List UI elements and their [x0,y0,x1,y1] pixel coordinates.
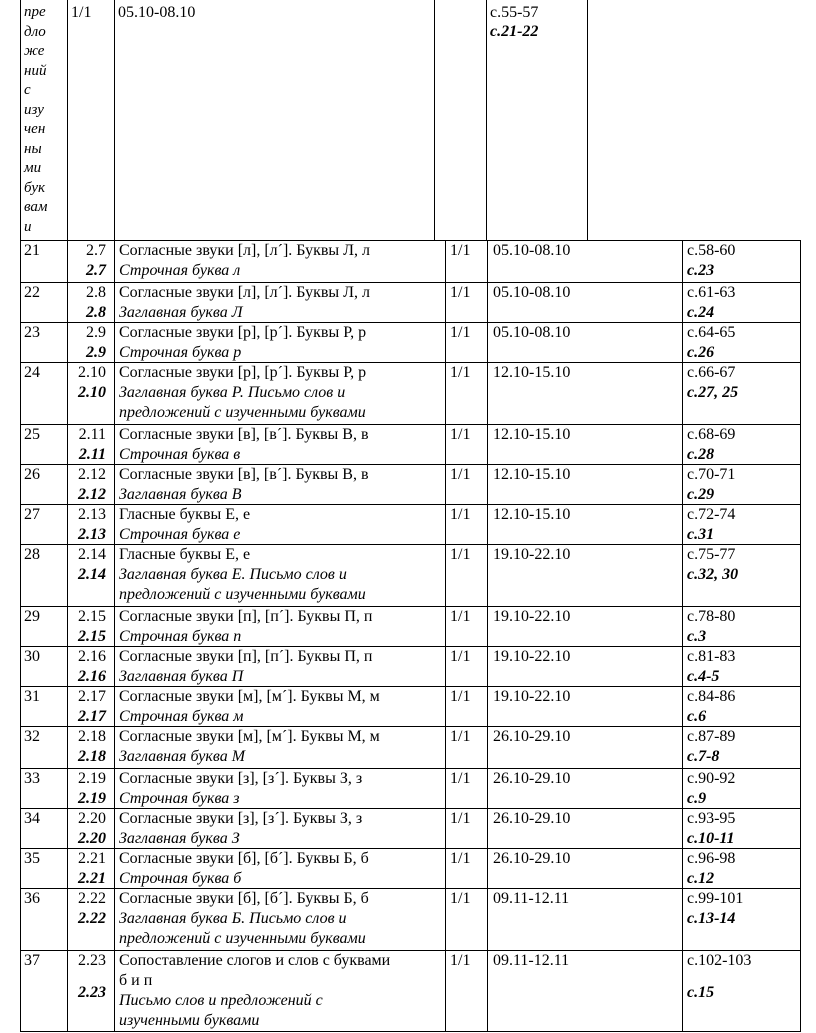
lesson-subtitle: Заглавная буква Л [119,304,243,321]
date-cell: 12.10-15.10 [493,364,571,381]
topic-code-bold: 2.19 [78,790,106,807]
lesson-subtitle: Строчная буква б [119,870,242,887]
lesson-title: Согласные звуки [л], [л´]. Буквы Л, л [119,284,370,301]
table-border [587,0,588,240]
lesson-title: Согласные звуки [л], [л´]. Буквы Л, л [119,242,370,259]
fragment-line: с [24,82,31,98]
lesson-number: 37 [24,952,40,969]
topic-code: 2.17 [78,688,106,705]
topic-code: 2.19 [78,770,106,787]
textbook-pages: с.61-63 [687,284,736,301]
copybook-pages: с.31 [687,526,715,543]
date-cell: 12.10-15.10 [493,506,571,523]
copybook-pages: с.13-14 [687,910,736,927]
copybook-pages: с.24 [687,304,715,321]
hours-cell: 1/1 [450,810,471,827]
lesson-number: 28 [24,546,40,563]
date-cell: 09.11-12.11 [493,890,570,907]
lesson-title: Согласные звуки [в], [в´]. Буквы В, в [119,426,369,443]
lesson-subtitle: Строчная буква е [119,526,241,543]
table-border [20,848,801,849]
topic-code: 2.10 [78,364,106,381]
table-border [114,0,115,240]
table-border [20,0,21,240]
topic-code: 2.21 [78,850,106,867]
hours-cell: 1/1 [450,324,471,341]
textbook-pages: с.68-69 [687,426,736,443]
copybook-pages: с.27, 25 [687,384,739,401]
copybook-pages: с.10-11 [687,830,735,847]
table-border [800,240,801,1032]
topic-code: 2.14 [78,546,106,563]
lesson-number: 30 [24,648,40,665]
lesson-number: 33 [24,770,40,787]
fragment-line: вам [24,199,48,215]
lesson-subtitle: Заглавная буква В [119,486,242,503]
lesson-title: Согласные звуки [в], [в´]. Буквы В, в [119,466,369,483]
date-cell: 05.10-08.10 [493,284,571,301]
lesson-subtitle: Строчная буква в [119,446,241,463]
lesson-number: 22 [24,284,40,301]
lesson-number: 26 [24,466,40,483]
topic-code: 2.7 [86,242,106,259]
table-border [20,282,801,283]
topic-code-bold: 2.14 [78,566,106,583]
table-border [20,240,21,1032]
topic-code-bold: 2.22 [78,910,106,927]
lesson-subtitle: Строчная буква р [119,344,242,361]
hours-cell: 1/1 [450,546,471,563]
lesson-title-cont: б и п [119,972,153,989]
hours-cell: 1/1 [450,688,471,705]
lesson-subtitle: предложений с изученными буквами [119,586,366,603]
date-cell: 05.10-08.10 [493,242,571,259]
table-border [67,0,68,240]
topic-fragment [24,3,47,237]
topic-code-bold: 2.11 [78,446,106,463]
copybook-pages: с.12 [687,870,715,887]
lesson-title: Согласные звуки [м], [м´]. Буквы М, м [119,728,380,745]
textbook-pages: с.84-86 [687,688,736,705]
lesson-title: Согласные звуки [б], [б´]. Буквы Б, б [119,890,369,907]
topic-code: 2.16 [78,648,106,665]
lesson-title: Гласные буквы Е, е [119,506,251,523]
date-cell: 19.10-22.10 [493,688,571,705]
lesson-subtitle: Заглавная буква Р. Письмо слов и [119,384,346,401]
date-cell: 26.10-29.10 [493,850,571,867]
lesson-subtitle: Заглавная буква Б. Письмо слов и [119,910,347,927]
topic-code: 2.22 [78,890,106,907]
table-border [486,0,487,240]
textbook-pages: с.90-92 [687,770,736,787]
table-border [20,808,801,809]
table-border [20,464,801,465]
topic-code-bold: 2.13 [78,526,106,543]
textbook-pages: с.66-67 [687,364,736,381]
lesson-title: Согласные звуки [з], [з´]. Буквы З, з [119,810,363,827]
fragment-line: изу [24,101,44,118]
copybook-pages: с.15 [687,984,715,1001]
hours-cell: 1/1 [450,284,471,301]
date-cell: 26.10-29.10 [493,728,571,745]
date-cell: 05.10-08.10 [118,4,196,21]
copybook-pages: с.7-8 [687,748,720,765]
lesson-title: Согласные звуки [п], [п´]. Буквы П, п [119,648,373,665]
textbook-pages: с.87-89 [687,728,736,745]
lesson-title: Согласные звуки [р], [р´]. Буквы Р, р [119,324,367,341]
hours-cell: 1/1 [450,364,471,381]
topic-code: 2.13 [78,506,106,523]
copybook-pages: с.6 [687,708,707,725]
date-cell: 26.10-29.10 [493,810,571,827]
copybook-pages: с.3 [687,628,707,645]
lesson-subtitle: предложений с изученными буквами [119,930,366,947]
lesson-subtitle: Заглавная буква П [119,668,244,685]
table-border [20,544,801,545]
fragment-line: и [24,218,32,235]
hours-cell: 1/1 [450,850,471,867]
hours-cell: 1/1 [450,506,471,523]
textbook-pages: с.99-101 [687,890,744,907]
date-cell: 26.10-29.10 [493,770,571,787]
topic-code: 2.23 [78,952,106,969]
topic-code: 2.11 [78,426,106,443]
lesson-number: 21 [24,242,40,259]
lesson-subtitle: Строчная буква п [119,628,242,645]
topic-code: 2.18 [78,728,106,745]
lesson-number: 23 [24,324,40,341]
topic-code-bold: 2.21 [78,870,106,887]
textbook-pages: с.58-60 [687,242,736,259]
lesson-number: 29 [24,608,40,625]
lesson-number: 27 [24,506,40,523]
table-border [20,240,801,241]
copybook-pages: с.28 [687,446,715,463]
lesson-subtitle: изученными буквами [119,1012,260,1029]
lesson-number: 36 [24,890,40,907]
hours-cell: 1/1 [450,648,471,665]
lesson-title: Согласные звуки [з], [з´]. Буквы З, з [119,770,363,787]
fragment-line: ний [24,62,47,79]
topic-code-bold: 2.20 [78,830,106,847]
fragment-line: пре [24,4,46,20]
table-border [114,240,115,1032]
copybook-page-ref: с.21-22 [490,23,539,40]
table-border [20,768,801,769]
table-border [20,504,801,505]
lesson-subtitle: предложений с изученными буквами [119,404,366,421]
table-border [20,888,801,889]
lesson-title: Согласные звуки [п], [п´]. Буквы П, п [119,608,373,625]
lesson-subtitle: Письмо слов и предложений с [119,992,323,1009]
date-cell: 12.10-15.10 [493,466,571,483]
table-border [487,240,488,1032]
fragment-line: дло [24,23,46,40]
copybook-pages: с.4-5 [687,668,720,685]
hours-cell: 1/1 [450,242,471,259]
topic-code: 2.15 [78,608,106,625]
table-border [20,424,801,425]
table-border [20,322,801,323]
hours-cell: 1/1 [450,890,471,907]
fragment-line: ны [24,140,42,157]
date-cell: 05.10-08.10 [493,324,571,341]
textbook-pages: с.70-71 [687,466,736,483]
topic-code-bold: 2.23 [78,984,106,1001]
copybook-pages: с.23 [687,262,715,279]
lesson-subtitle: Строчная буква м [119,708,244,725]
lesson-number: 31 [24,688,40,705]
date-cell: 19.10-22.10 [493,608,571,625]
topic-code-bold: 2.10 [78,384,106,401]
lesson-subtitle: Заглавная буква М [119,748,246,765]
page-ref: с.55-57 [490,4,539,21]
table-border [434,0,435,240]
lesson-title: Гласные буквы Е, е [119,546,251,563]
lesson-number: 25 [24,426,40,443]
fragment-line: же [24,43,45,59]
topic-code-bold: 2.18 [78,748,106,765]
table-border [20,686,801,687]
textbook-pages: с.93-95 [687,810,736,827]
lesson-subtitle: Строчная буква з [119,790,240,807]
copybook-pages: с.32, 30 [687,566,739,583]
topic-code-bold: 2.17 [78,708,106,725]
hours-cell: 1/1 [450,728,471,745]
table-border [20,726,801,727]
topic-code: 2.9 [86,324,106,341]
table-border [20,950,801,951]
topic-code-bold: 2.8 [86,304,106,321]
hours-cell: 1/1 [71,4,92,21]
hours-cell: 1/1 [450,608,471,625]
table-border [20,362,801,363]
table-border [20,646,801,647]
fragment-line: чен [24,121,46,137]
topic-code: 2.8 [86,284,106,301]
textbook-pages: с.75-77 [687,546,736,563]
copybook-pages: с.29 [687,486,715,503]
lesson-title: Сопоставление слогов и слов с буквами [119,952,391,969]
topic-code: 2.12 [78,466,106,483]
lesson-number: 35 [24,850,40,867]
lesson-number: 24 [24,364,40,381]
copybook-pages: с.26 [687,344,715,361]
textbook-pages: с.96-98 [687,850,736,867]
table-border [67,240,68,1032]
textbook-pages: с.81-83 [687,648,736,665]
topic-code-bold: 2.16 [78,668,106,685]
lesson-number: 32 [24,728,40,745]
lesson-title: Согласные звуки [р], [р´]. Буквы Р, р [119,364,367,381]
topic-code-bold: 2.12 [78,486,106,503]
table-border [445,240,446,1032]
table-border [682,240,683,1032]
topic-code: 2.20 [78,810,106,827]
topic-code-bold: 2.7 [86,262,106,279]
date-cell: 19.10-22.10 [493,546,571,563]
fragment-line: ми [24,160,42,176]
table-border [20,1031,801,1032]
fragment-line: бук [24,179,46,196]
lesson-subtitle: Строчная буква л [119,262,241,279]
copybook-pages: с.9 [687,790,707,807]
lesson-subtitle: Заглавная буква З [119,830,240,847]
lesson-number: 34 [24,810,40,827]
hours-cell: 1/1 [450,426,471,443]
textbook-pages: с.72-74 [687,506,736,523]
hours-cell: 1/1 [450,952,471,969]
lesson-title: Согласные звуки [м], [м´]. Буквы М, м [119,688,380,705]
lesson-title: Согласные звуки [б], [б´]. Буквы Б, б [119,850,369,867]
textbook-pages: с.102-103 [687,952,752,969]
lesson-subtitle: Заглавная буква Е. Письмо слов и [119,566,347,583]
date-cell: 09.11-12.11 [493,952,570,969]
table-border [20,606,801,607]
hours-cell: 1/1 [450,770,471,787]
topic-code-bold: 2.15 [78,628,106,645]
textbook-pages: с.64-65 [687,324,736,341]
topic-code-bold: 2.9 [86,344,106,361]
hours-cell: 1/1 [450,466,471,483]
textbook-pages: с.78-80 [687,608,736,625]
date-cell: 19.10-22.10 [493,648,571,665]
date-cell: 12.10-15.10 [493,426,571,443]
